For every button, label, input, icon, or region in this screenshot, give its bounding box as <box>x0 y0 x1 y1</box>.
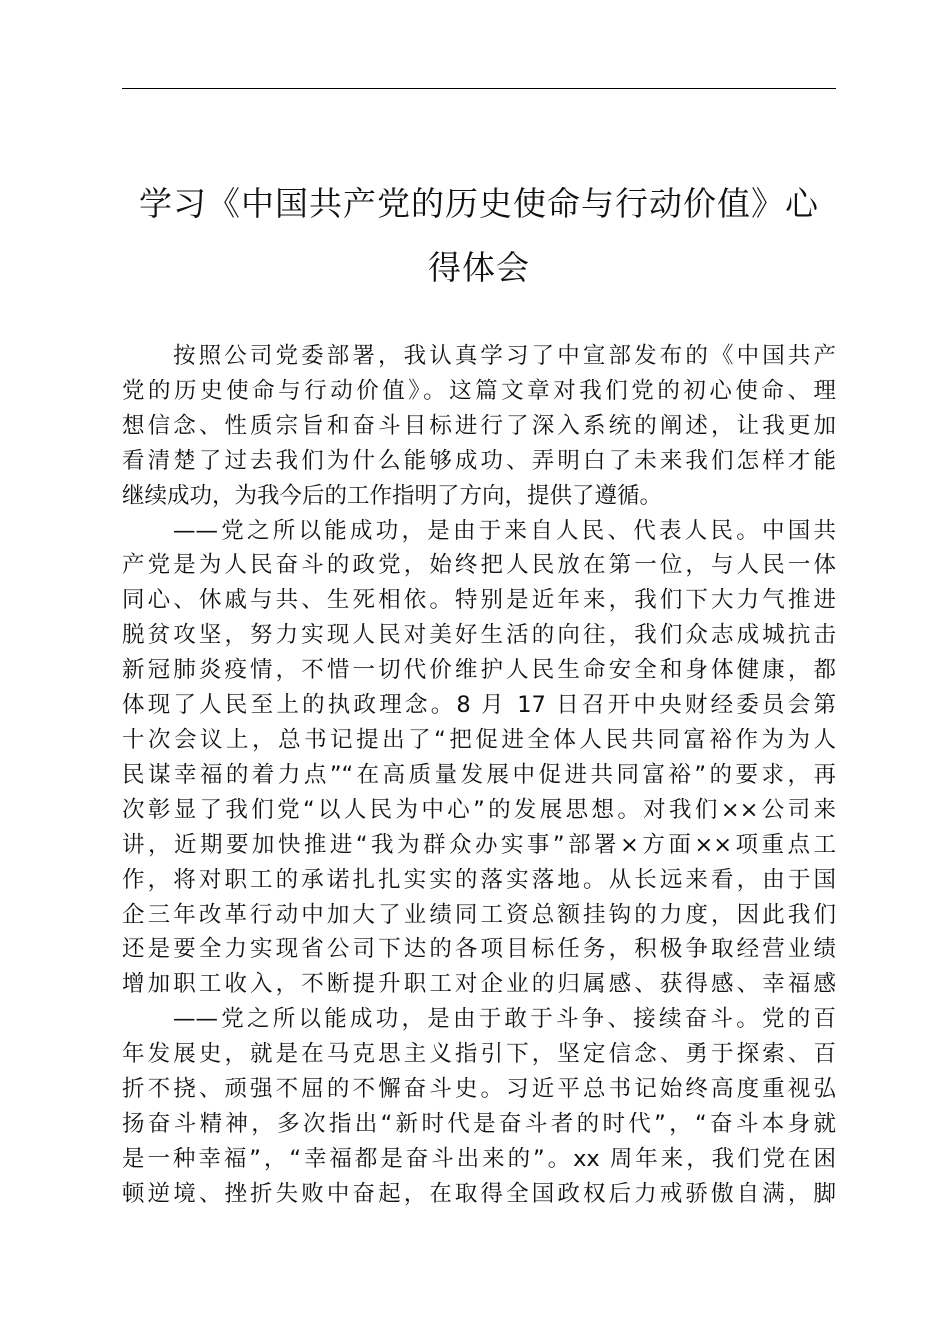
text-line: 党的历史使命与行动价值》。这篇文章对我们党的初心使命、理 <box>122 377 836 404</box>
document-body <box>122 339 836 1212</box>
text-line: 折不挠、顽强不屈的不懈奋斗史。习近平总书记始终高度重视弘 <box>122 1076 836 1103</box>
paragraph-struggle <box>122 1002 836 1211</box>
text-line: 体现了人民至上的执政理念。8 月 17 日召开中央财经委员会第 <box>122 692 836 719</box>
text-line: 扬奋斗精神，多次指出“新时代是奋斗者的时代”，“奋斗本身就 <box>122 1110 836 1137</box>
text-line: ——党之所以能成功，是由于敢于斗争、接续奋斗。党的百 <box>173 1006 836 1033</box>
text-line: 是一种幸福”，“幸福都是奋斗出来的”。xx 周年来，我们党在困 <box>122 1145 836 1172</box>
text-line: ——党之所以能成功，是由于来自人民、代表人民。中国共 <box>173 517 836 544</box>
paragraph-intro <box>122 339 836 514</box>
text-line: 顿逆境、挫折失败中奋起，在取得全国政权后力戒骄傲自满，脚 <box>122 1180 836 1207</box>
text-line: 次彰显了我们党“以人民为中心”的发展思想。对我们××公司来 <box>122 796 836 823</box>
text-line: 年发展史，就是在马克思主义指引下，坚定信念、勇于探索、百 <box>122 1041 836 1068</box>
header-rule <box>122 88 836 89</box>
text-line: 还是要全力实现省公司下达的各项目标任务，积极争取经营业绩 <box>122 936 836 963</box>
document-title <box>122 172 836 300</box>
paragraph-people <box>122 514 836 1003</box>
text-line: 脱贫攻坚，努力实现人民对美好生活的向往，我们众志成城抗击 <box>122 622 836 649</box>
text-line: 看清楚了过去我们为什么能够成功、弄明白了未来我们怎样才能 <box>122 447 836 474</box>
text-line: 作，将对职工的承诺扎扎实实的落实落地。从长远来看，由于国 <box>122 866 836 893</box>
text-line: 新冠肺炎疫情，不惜一切代价维护人民生命安全和身体健康，都 <box>122 657 836 684</box>
title-line-1: 学习《中国共产党的历史使命与行动价值》心 <box>139 184 819 223</box>
text-line: 讲，近期要加快推进“我为群众办实事”部署×方面××项重点工 <box>122 831 836 858</box>
text-line: 按照公司党委部署，我认真学习了中宣部发布的《中国共产 <box>173 343 836 369</box>
text-line: 企三年改革行动中加大了业绩同工资总额挂钩的力度，因此我们 <box>122 901 836 928</box>
text-line: 同心、休戚与共、生死相依。特别是近年来，我们下大力气推进 <box>122 587 836 614</box>
text-line: 增加职工收入，不断提升职工对企业的归属感、获得感、幸福感 <box>122 971 836 998</box>
title-line-2: 得体会 <box>428 248 530 287</box>
text-line: 想信念、性质宗旨和奋斗目标进行了深入系统的阐述，让我更加 <box>122 412 836 439</box>
text-line: 十次会议上，总书记提出了“把促进全体人民共同富裕作为为人 <box>122 726 836 753</box>
text-line: 继续成功，为我今后的工作指明了方向，提供了遵循。 <box>122 482 663 509</box>
text-line: 民谋幸福的着力点”“在高质量发展中促进共同富裕”的要求，再 <box>122 761 836 788</box>
text-line: 产党是为人民奋斗的政党，始终把人民放在第一位，与人民一体 <box>122 552 836 579</box>
